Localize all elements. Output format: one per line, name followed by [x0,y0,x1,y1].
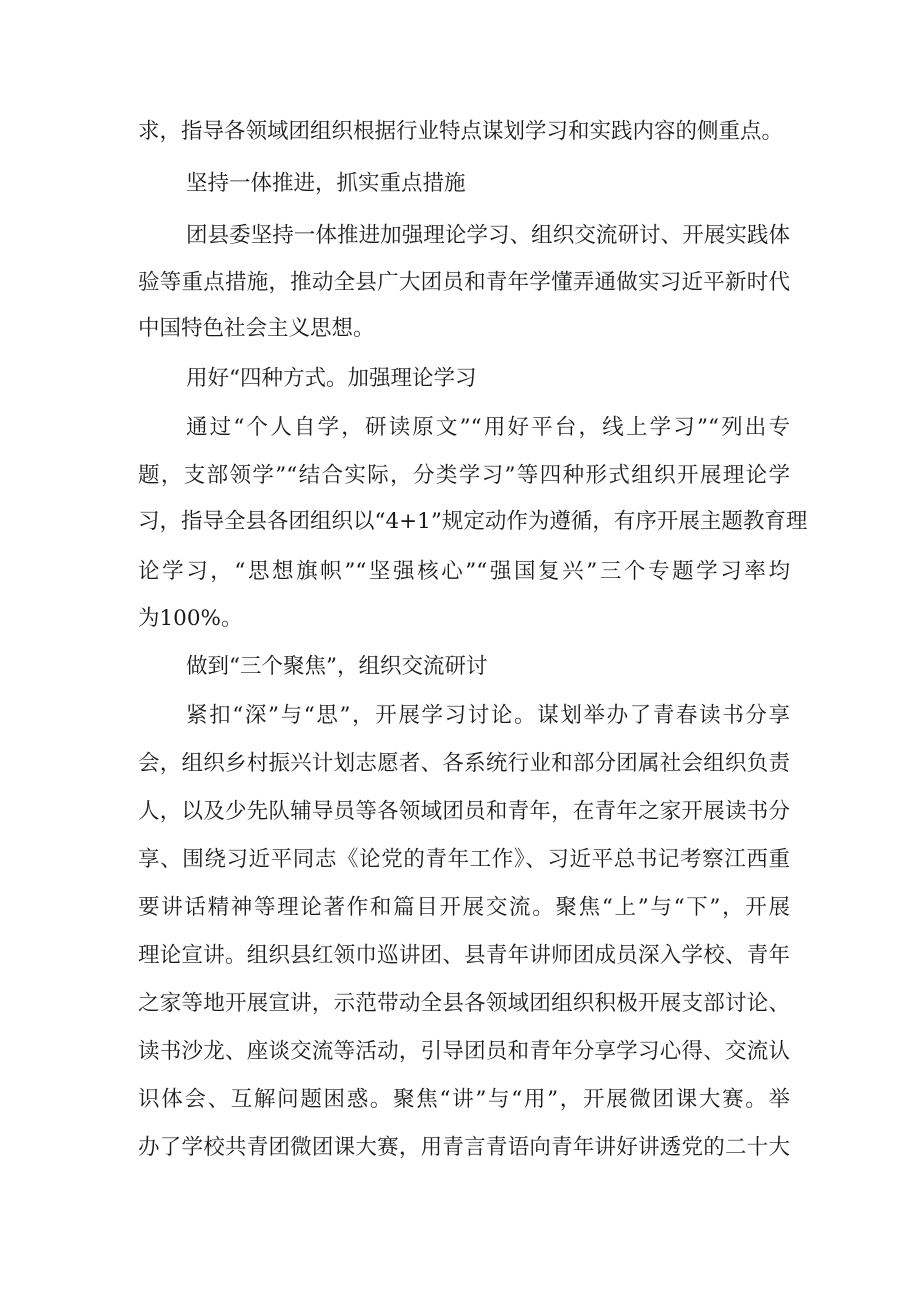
paragraph-line: 紧扣“深”与“思”，开展学习讨论。谋划举办了青春读书分享 [186,703,790,728]
paragraph-line: 理论宣讲。组织县红领巾巡讲团、县青年讲师团成员深入学校、青年 [138,943,790,968]
paragraph-line: 享、围绕习近平同志《论党的青年工作》、习近平总书记考察江西重 [138,847,790,872]
section-heading: 用好“四种方式。加强理论学习 [186,366,477,391]
paragraph-line: 为100%。 [138,606,243,631]
paragraph-line: 题，支部领学”“结合实际，分类学习”等四种形式组织开展理论学 [138,463,790,488]
paragraph-line: 验等重点措施，推动全县广大团员和青年学懂弄通做实习近平新时代 [138,270,790,295]
section-heading: 做到“三个聚焦”，组织交流研讨 [186,654,488,679]
paragraph-line: 习，指导全县各团组织以“4+1”规定动作为遵循，有序开展主题教育理 [138,509,808,534]
paragraph-line: 要讲话精神等理论著作和篇目开展交流。聚焦“上”与“下”，开展 [138,895,790,920]
section-heading: 坚持一体推进，抓实重点措施 [186,171,466,196]
paragraph-line: 通过“个人自学，研读原文”“用好平台，线上学习”“列出专 [186,415,790,440]
paragraph-line: 论学习，“思想旗帜”“坚强核心”“强国复兴”三个专题学习率均 [138,559,790,584]
paragraph-line: 识体会、互解问题困惑。聚焦“讲”与“用”，开展微团课大赛。举 [138,1087,790,1112]
paragraph-line: 之家等地开展宣讲，示范带动全县各领域团组织积极开展支部讨论、 [138,991,790,1016]
paragraph-line: 读书沙龙、座谈交流等活动，引导团员和青年分享学习心得、交流认 [138,1039,790,1064]
paragraph-line: 团县委坚持一体推进加强理论学习、组织交流研讨、开展实践体 [186,223,790,248]
paragraph-line: 求，指导各领域团组织根据行业特点谋划学习和实践内容的侧重点。 [138,119,784,144]
paragraph-line: 中国特色社会主义思想。 [138,316,375,341]
paragraph-line: 办了学校共青团微团课大赛，用青言青语向青年讲好讲透党的二十大 [138,1135,790,1160]
paragraph-line: 人，以及少先队辅导员等各领域团员和青年，在青年之家开展读书分 [138,799,790,824]
paragraph-line: 会，组织乡村振兴计划志愿者、各系统行业和部分团属社会组织负责 [138,751,790,776]
